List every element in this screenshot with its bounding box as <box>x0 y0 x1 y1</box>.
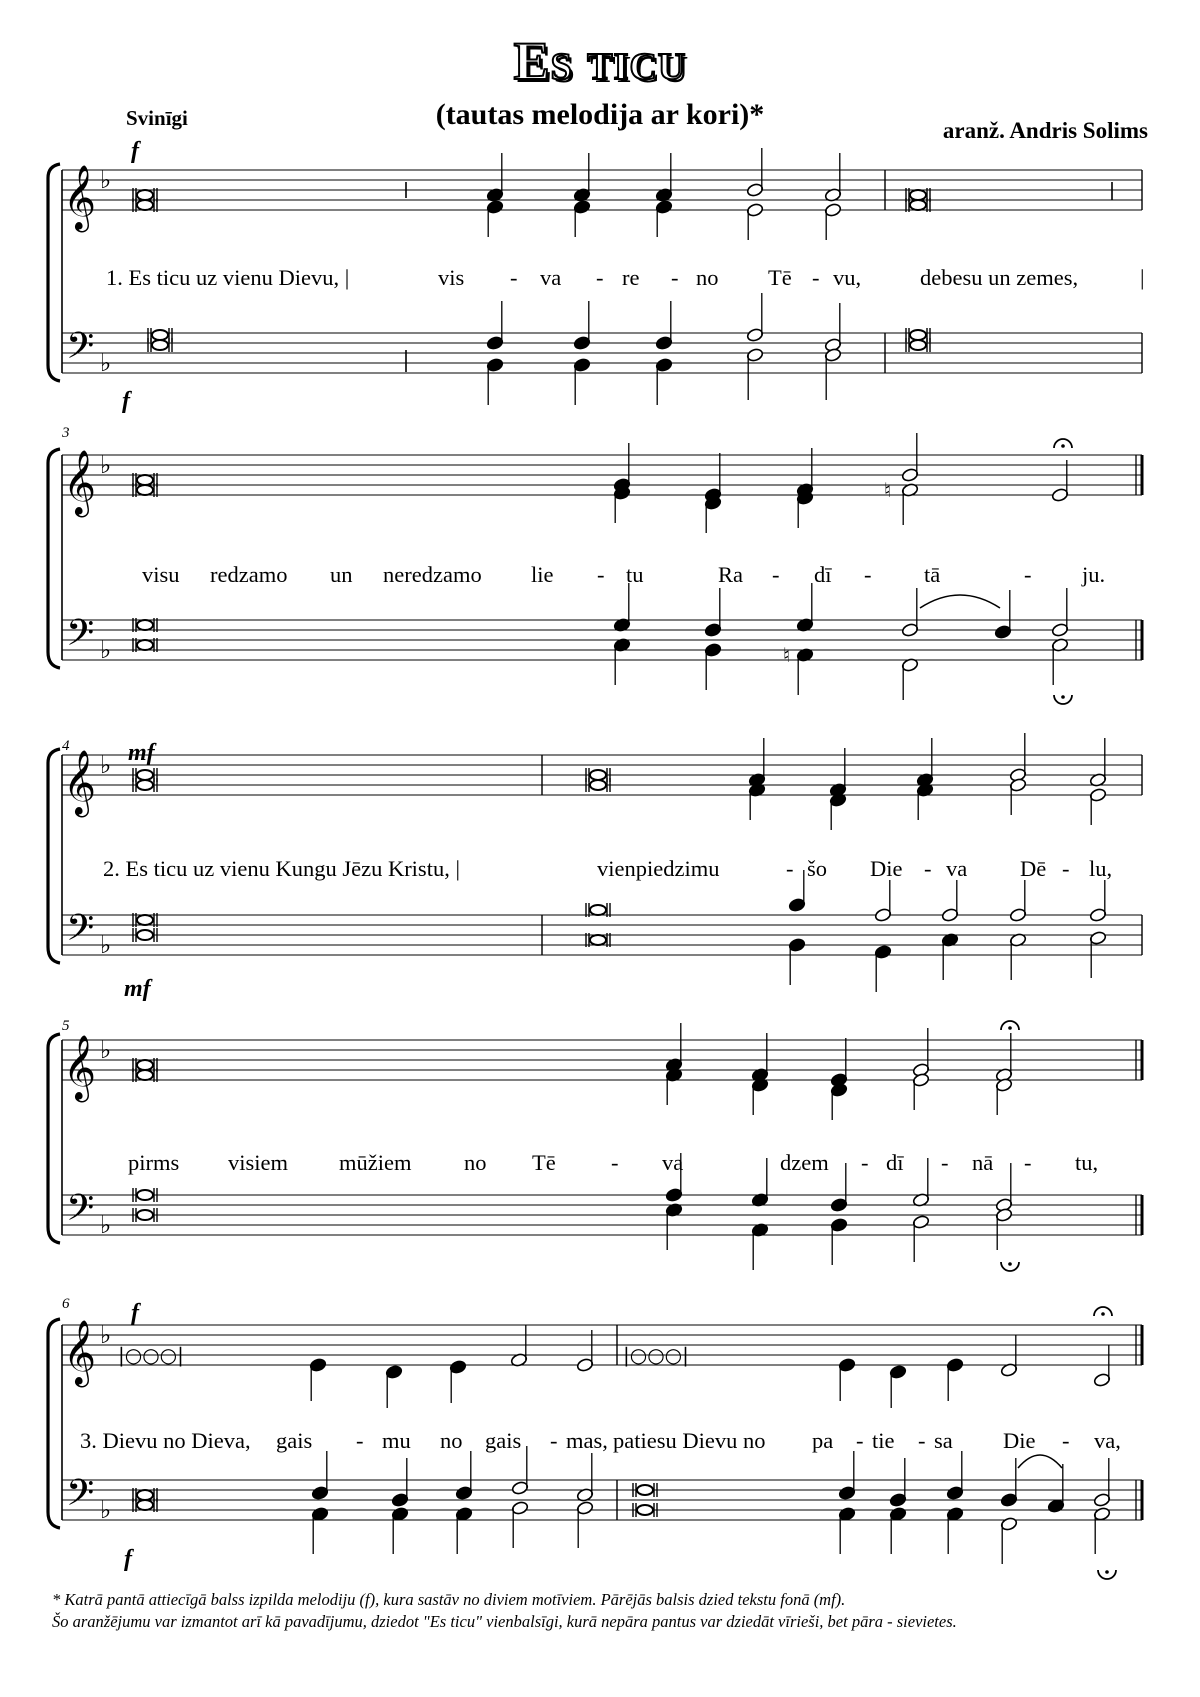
key-flat-icon: ♭ <box>100 931 112 959</box>
breve-note <box>910 340 926 350</box>
lyric-hyphen: - <box>356 1428 364 1453</box>
lyric-syllable: dī <box>886 1150 904 1175</box>
lyric-syllable: debesu un zemes, <box>920 265 1079 290</box>
lyric-syllable: lie <box>531 562 554 587</box>
fermata-dot <box>1061 444 1065 448</box>
lyric-syllable: tā <box>924 562 941 587</box>
bass-clef-icon: 𝄢 <box>66 1187 95 1238</box>
lyric-hyphen: - <box>918 1428 926 1453</box>
breve-chord-icon: |○○○| <box>118 1343 184 1367</box>
breve-note <box>910 200 926 210</box>
breve-note <box>590 770 606 780</box>
natural-sign-icon: ♮ <box>783 643 791 667</box>
slur <box>920 595 1000 608</box>
system-bracket <box>48 449 60 668</box>
measure-number: 3 <box>62 425 70 441</box>
key-flat-icon: ♭ <box>100 1496 112 1524</box>
breve-note <box>152 330 168 340</box>
fermata-dot <box>1008 1262 1012 1266</box>
lyric-hyphen: - <box>786 856 794 881</box>
system-bracket <box>48 1319 60 1528</box>
natural-sign-icon: ♮ <box>884 478 892 502</box>
lyric-hyphen: - <box>924 856 932 881</box>
lyric-syllable: Dē <box>1020 856 1047 881</box>
key-flat-icon: ♭ <box>100 1036 112 1064</box>
key-flat-icon: ♭ <box>100 636 112 664</box>
lyric-syllable: gais <box>485 1428 522 1453</box>
lyric-syllable: tie <box>872 1428 895 1453</box>
slur <box>1018 1455 1062 1468</box>
lyric-syllable: 3. Dievu no Dieva, <box>80 1428 251 1453</box>
lyric-syllable: pirms <box>128 1150 180 1175</box>
lyric-hyphen: - <box>812 265 820 290</box>
lyric-syllable: mūžiem <box>339 1150 412 1175</box>
lyric-syllable: tu <box>626 562 644 587</box>
lyric-syllable: sa <box>934 1428 953 1453</box>
key-flat-icon: ♭ <box>100 166 112 194</box>
lyric-hyphen: - <box>1024 1150 1032 1175</box>
breve-note <box>152 340 168 350</box>
page-title: Es ticu <box>513 31 687 91</box>
lyric-hyphen: - <box>941 1150 949 1175</box>
lyric-syllable: mas, <box>566 1428 608 1453</box>
arranger-credit: aranž. Andris Solims <box>942 118 1148 143</box>
lyric-syllable: tu, <box>1075 1150 1099 1175</box>
lyric-syllable: gais <box>276 1428 313 1453</box>
lyric-syllable: nā <box>972 1150 994 1175</box>
lyric-syllable: Die <box>1003 1428 1036 1453</box>
breve-note <box>590 935 606 945</box>
lyric-hyphen: - <box>864 562 872 587</box>
breve-note <box>137 915 153 925</box>
footnote-line: * Katrā pantā attiecīgā balss izpilda melodiju (f), kura sastāv no diviem motīviem. Pārējās balsis dzied tekstu fonā (mf). <box>52 1590 846 1609</box>
breve-note <box>590 905 606 915</box>
bass-clef-icon: 𝄢 <box>66 612 95 663</box>
key-flat-icon: ♭ <box>100 751 112 779</box>
lyric-syllable: dī <box>814 562 832 587</box>
lyric-hyphen: - <box>772 562 780 587</box>
footnote-line: Šo aranžējumu var izmantot arī kā pavadījumu, dziedot "Es ticu" vienbalsīgi, kurā nepāra pantus var dziedāt vīrieši, bet pāra - sievietes. <box>52 1612 957 1631</box>
lyric-syllable: neredzamo <box>383 562 482 587</box>
lyric-syllable: visiem <box>228 1150 288 1175</box>
treble-clef-icon: 𝄞 <box>63 1320 97 1385</box>
fermata-dot <box>1008 1026 1012 1030</box>
key-flat-icon: ♭ <box>100 349 112 377</box>
breve-note <box>137 1490 153 1500</box>
dynamic-bottom: mf <box>124 976 151 1002</box>
lyric-syllable: dzem <box>780 1150 829 1175</box>
breve-note <box>137 930 153 940</box>
breve-note <box>137 200 153 210</box>
lyric-hyphen: - <box>1062 1428 1070 1453</box>
breve-note <box>137 190 153 200</box>
treble-clef-icon: 𝄞 <box>63 1035 97 1100</box>
lyric-syllable: no <box>440 1428 463 1453</box>
lyric-hyphen: - <box>1062 856 1070 881</box>
lyric-hyphen: - <box>596 265 604 290</box>
measure-number: 4 <box>62 738 70 754</box>
treble-clef-icon: 𝄞 <box>63 750 97 815</box>
breve-note <box>137 1190 153 1200</box>
lyric-syllable: vu, <box>833 265 862 290</box>
breve-note <box>137 485 153 495</box>
system-bracket <box>48 749 60 963</box>
bass-clef-icon: 𝄢 <box>66 1472 95 1523</box>
lyric-hyphen: - <box>510 265 518 290</box>
lyric-syllable: vienpiedzimu <box>597 856 720 881</box>
lyric-syllable: re <box>622 265 640 290</box>
lyric-syllable: lu, <box>1089 856 1113 881</box>
breve-note <box>637 1485 653 1495</box>
lyric-syllable: no <box>464 1150 487 1175</box>
lyric-syllable: un <box>330 562 353 587</box>
lyric-syllable: Ra <box>718 562 743 587</box>
treble-clef-icon: 𝄞 <box>63 165 97 230</box>
lyric-syllable: patiesu Dievu no <box>613 1428 766 1453</box>
system-bracket <box>48 164 60 381</box>
fermata-dot <box>1105 1570 1109 1574</box>
lyric-syllable: visu <box>142 562 180 587</box>
lyric-syllable: redzamo <box>210 562 288 587</box>
lyric-syllable: va <box>662 1150 684 1175</box>
treble-clef-icon: 𝄞 <box>63 450 97 515</box>
tempo-marking: Svinīgi <box>126 106 188 130</box>
lyric-syllable: 2. Es ticu uz vienu Kungu Jēzu Kristu, | <box>103 856 460 881</box>
lyric-syllable: Tē <box>768 265 792 290</box>
breve-note <box>137 475 153 485</box>
fermata-dot <box>1061 695 1065 699</box>
breve-chord-icon: |○○○| <box>623 1343 689 1367</box>
lyric-syllable: vis <box>438 265 465 290</box>
page-subtitle: (tautas melodija ar kori)* <box>435 98 765 131</box>
system-bracket <box>48 1034 60 1243</box>
lyric-hyphen: - <box>611 1150 619 1175</box>
key-flat-icon: ♭ <box>100 451 112 479</box>
lyric-hyphen: - <box>550 1428 558 1453</box>
bass-clef-icon: 𝄢 <box>66 325 95 376</box>
key-flat-icon: ♭ <box>100 1321 112 1349</box>
breve-note <box>137 1070 153 1080</box>
dynamic-top: mf <box>128 740 155 766</box>
breve-note <box>137 1210 153 1220</box>
measure-number: 6 <box>62 1296 70 1312</box>
lyric-hyphen: - <box>861 1150 869 1175</box>
lyric-syllable: ju. <box>1082 562 1106 587</box>
breve-note <box>137 780 153 790</box>
fermata-dot <box>1101 1312 1105 1316</box>
breve-note <box>910 190 926 200</box>
dynamic-bottom: f <box>122 388 130 414</box>
measure-number: 5 <box>62 1018 70 1034</box>
breve-note <box>137 620 153 630</box>
lyric-syllable: no <box>696 265 719 290</box>
lyric-syllable: va, <box>1094 1428 1121 1453</box>
lyric-syllable: Tē <box>532 1150 556 1175</box>
breve-note <box>590 780 606 790</box>
lyric-syllable: va <box>946 856 968 881</box>
lyric-syllable: | <box>1140 265 1145 290</box>
lyric-syllable: Die <box>870 856 903 881</box>
breve-note <box>910 330 926 340</box>
lyric-hyphen: - <box>1024 562 1032 587</box>
lyric-hyphen: - <box>597 562 605 587</box>
lyric-syllable: va <box>540 265 562 290</box>
breve-note <box>137 1500 153 1510</box>
breve-note <box>637 1505 653 1515</box>
lyric-syllable: mu <box>382 1428 411 1453</box>
lyric-syllable: pa <box>812 1428 834 1453</box>
breve-note <box>137 1060 153 1070</box>
key-flat-icon: ♭ <box>100 1211 112 1239</box>
bass-clef-icon: 𝄢 <box>66 907 95 958</box>
lyric-syllable: 1. Es ticu uz vienu Dievu, | <box>106 265 350 290</box>
breve-note <box>137 640 153 650</box>
dynamic-top: f <box>131 138 139 164</box>
lyric-hyphen: - <box>856 1428 864 1453</box>
lyric-hyphen: - <box>671 265 679 290</box>
breve-note <box>137 770 153 780</box>
dynamic-top: f <box>131 1300 139 1326</box>
lyric-syllable: šo <box>807 856 828 881</box>
dynamic-bottom: f <box>124 1546 132 1572</box>
